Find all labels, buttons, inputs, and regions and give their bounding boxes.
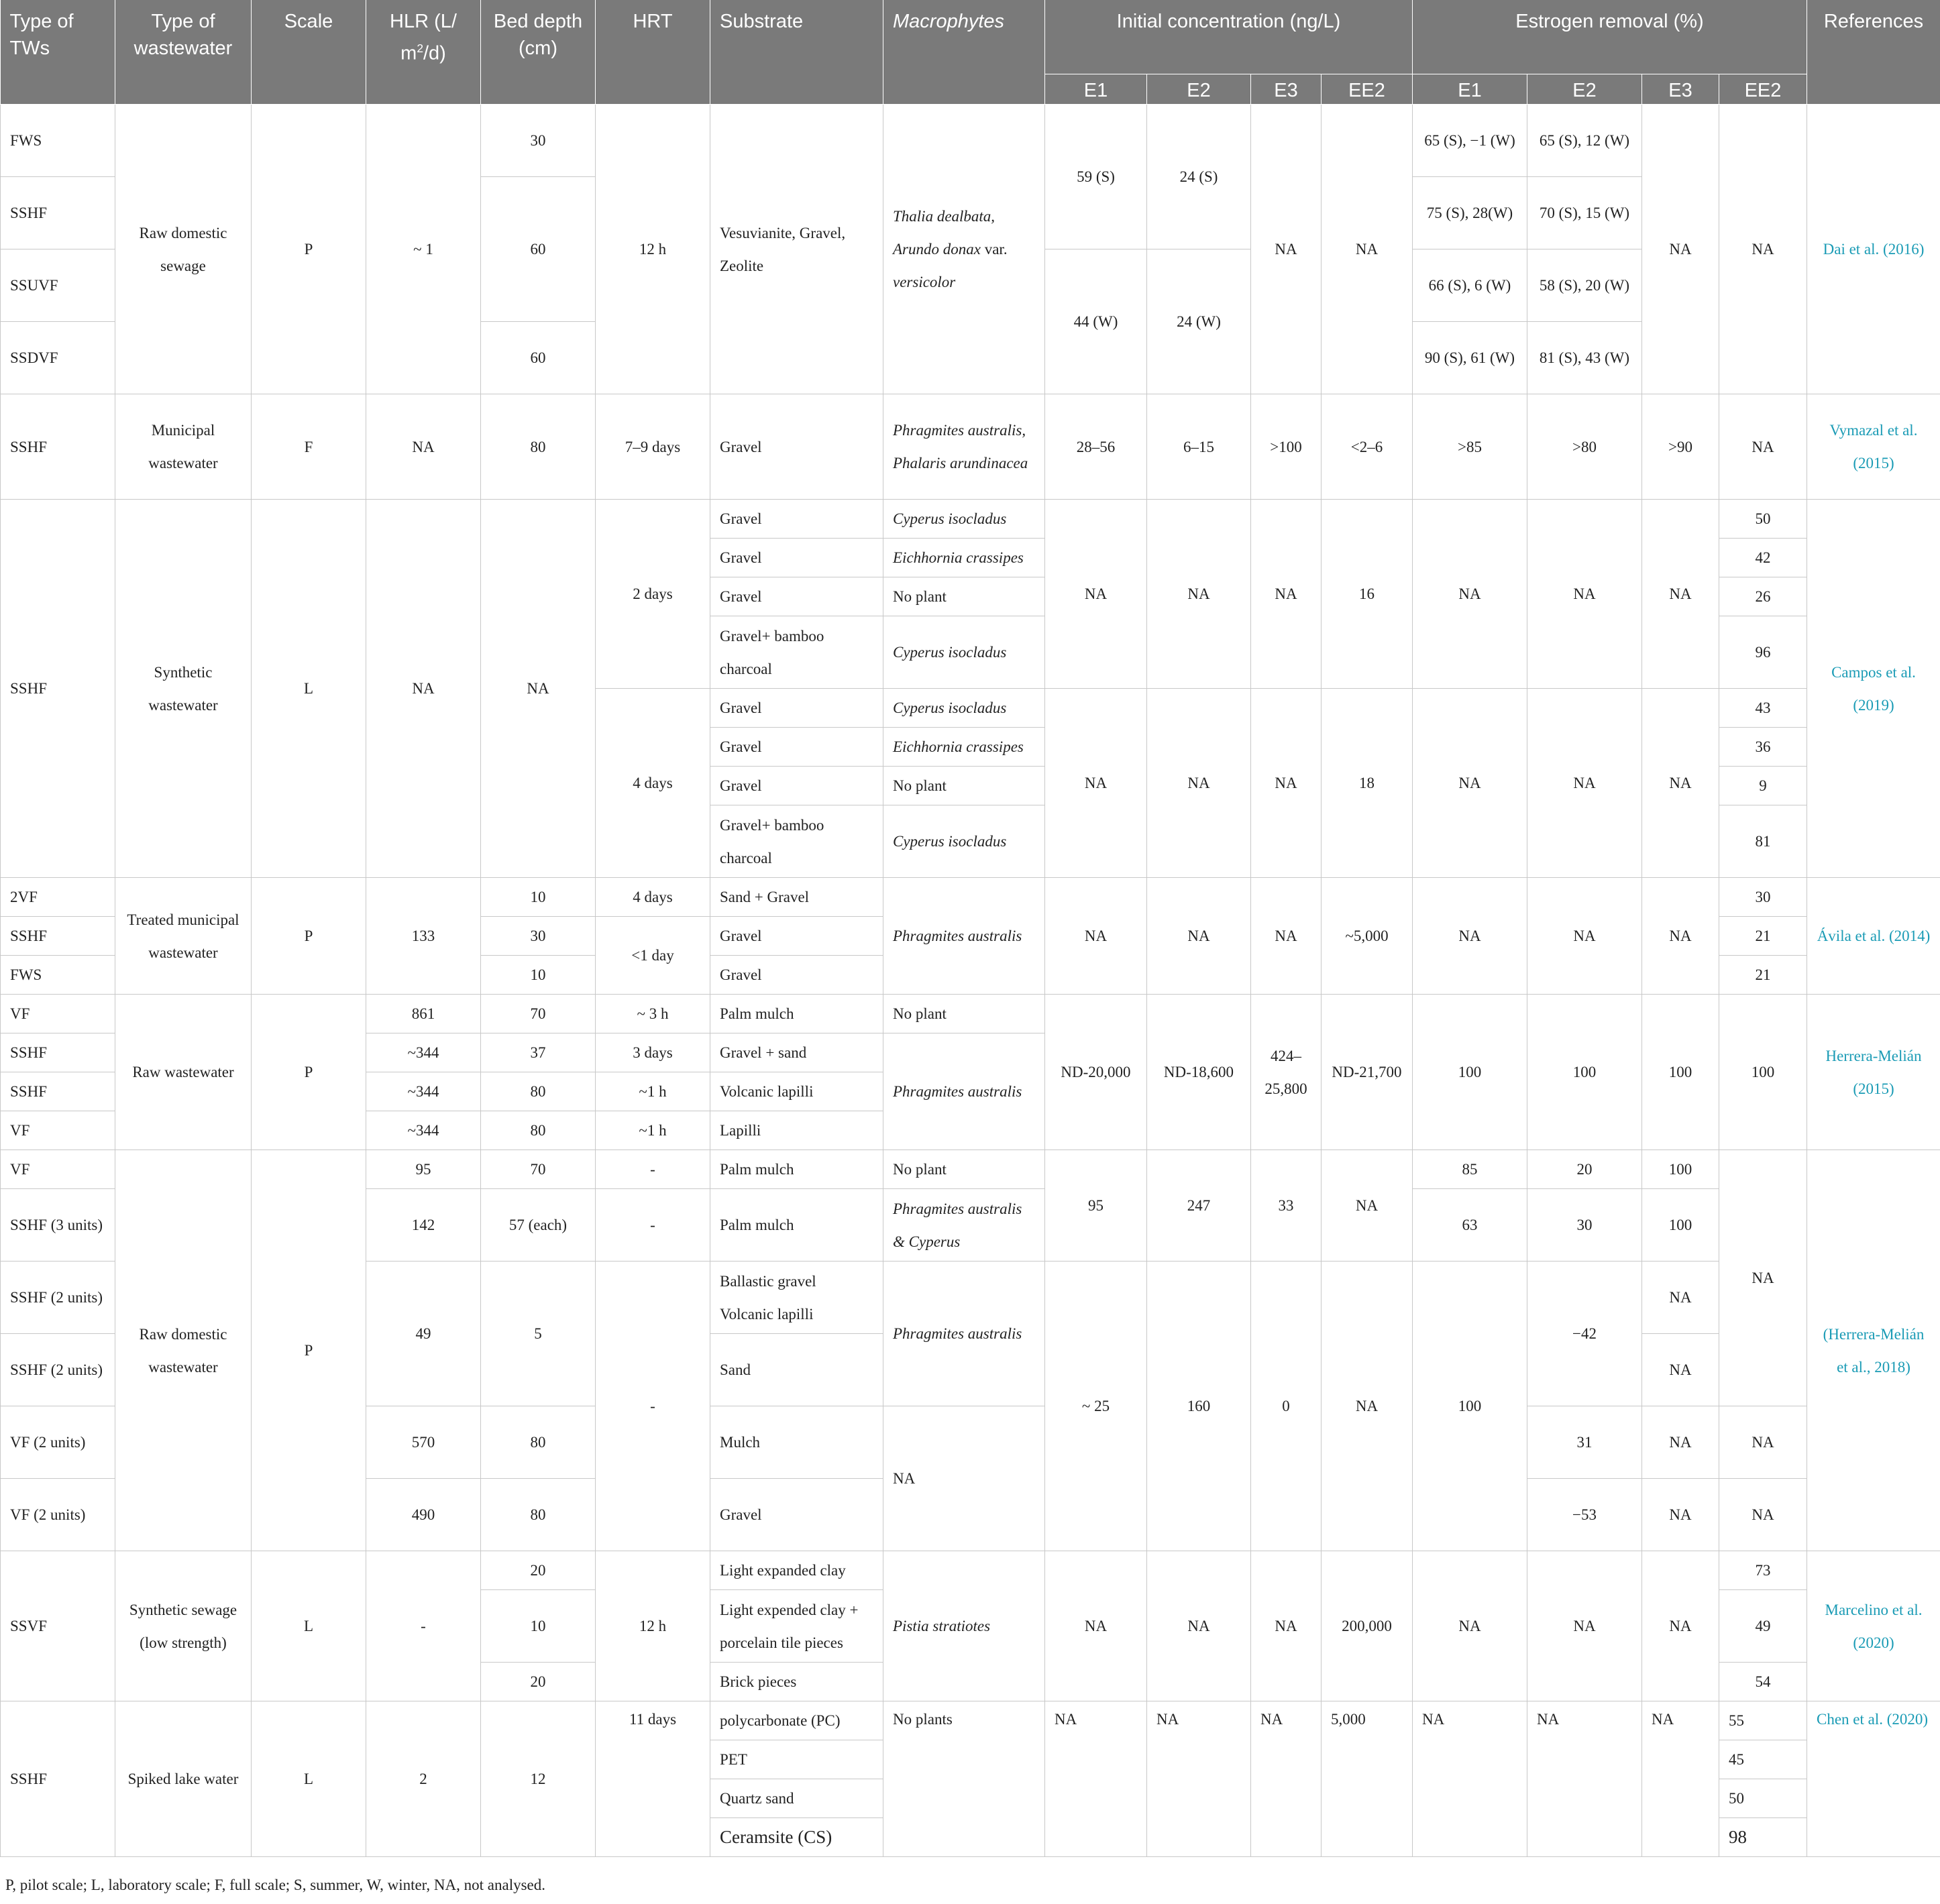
substrate: Gravel — [710, 917, 883, 956]
removal-e2: 58 (S), 20 (W) — [1527, 249, 1642, 322]
header-initial-concentration: Initial concentration (ng/L) — [1045, 0, 1413, 74]
hrt: 12 h — [596, 105, 710, 394]
macrophytes: No plant — [883, 767, 1045, 805]
bed-depth: 80 — [481, 1479, 596, 1551]
hrt: 2 days — [596, 500, 710, 689]
removal-e3: >90 — [1642, 394, 1719, 500]
substrate: Palm mulch — [710, 1189, 883, 1262]
wastewater-type: Raw domestic wastewater — [115, 1150, 252, 1551]
table-row — [1, 105, 1940, 177]
conc-ee2: NA — [1322, 105, 1413, 394]
hlr: - — [366, 1551, 481, 1701]
hlr: 490 — [366, 1479, 481, 1551]
substrate: Gravel+ bamboo charcoal — [710, 805, 883, 878]
removal-e2: NA — [1527, 1701, 1642, 1857]
removal-ee2: 9 — [1719, 767, 1807, 805]
scale: P — [252, 878, 366, 995]
table-row — [1, 394, 1940, 500]
header-conc-ee2: EE2 — [1322, 74, 1413, 105]
tw-type: SSHF — [1, 500, 115, 878]
removal-e1: 75 (S), 28(W) — [1413, 177, 1527, 249]
conc-e2: NA — [1147, 878, 1251, 995]
hrt: - — [596, 1262, 710, 1551]
macrophytes: No plant — [883, 995, 1045, 1033]
conc-ee2: ~5,000 — [1322, 878, 1413, 995]
substrate: Gravel+ bamboo charcoal — [710, 616, 883, 689]
removal-e1: 85 — [1413, 1150, 1527, 1189]
conc-e3: >100 — [1251, 394, 1322, 500]
hlr: 142 — [366, 1189, 481, 1262]
removal-ee2: 55 — [1719, 1701, 1807, 1740]
removal-ee2: 42 — [1719, 539, 1807, 577]
header-row — [1, 0, 1940, 74]
conc-ee2: ND-21,700 — [1322, 995, 1413, 1150]
conc-e1: NA — [1045, 878, 1147, 995]
substrate: Gravel — [710, 577, 883, 616]
removal-e3: 100 — [1642, 995, 1719, 1150]
conc-e2: 6–15 — [1147, 394, 1251, 500]
wastewater-type: Raw domestic sewage — [115, 105, 252, 394]
hrt: ~1 h — [596, 1072, 710, 1111]
removal-e1: >85 — [1413, 394, 1527, 500]
macrophytes: No plants — [883, 1701, 1045, 1857]
header-type-wastewater: Type of wastewater — [115, 0, 252, 105]
removal-ee2: NA — [1719, 1479, 1807, 1551]
bed-depth: 5 — [481, 1262, 596, 1406]
removal-e1: NA — [1413, 500, 1527, 689]
conc-e2: NA — [1147, 1701, 1251, 1857]
tw-type: SSHF — [1, 177, 115, 249]
macrophytes: No plant — [883, 1150, 1045, 1189]
header-macrophytes: Macrophytes — [883, 0, 1045, 105]
removal-e2: 100 — [1527, 995, 1642, 1150]
reference-link[interactable]: Herrera-Melián (2015) — [1807, 995, 1940, 1150]
substrate: Gravel — [710, 956, 883, 995]
conc-e2: NA — [1147, 1551, 1251, 1701]
conc-e2: 24 (W) — [1147, 249, 1251, 394]
substrate: Light expended clay + porcelain tile pieces — [710, 1590, 883, 1663]
hlr: 570 — [366, 1406, 481, 1479]
removal-ee2: 45 — [1719, 1740, 1807, 1779]
substrate: Light expanded clay — [710, 1551, 883, 1590]
conc-e1: NA — [1045, 1701, 1147, 1857]
conc-e3: NA — [1251, 1701, 1322, 1857]
removal-ee2: NA — [1719, 394, 1807, 500]
header-conc-e3: E3 — [1251, 74, 1322, 105]
removal-e1: NA — [1413, 689, 1527, 878]
removal-e1: 90 (S), 61 (W) — [1413, 322, 1527, 394]
removal-ee2: 50 — [1719, 1779, 1807, 1818]
removal-ee2: 21 — [1719, 956, 1807, 995]
substrate: Mulch — [710, 1406, 883, 1479]
hlr: 2 — [366, 1701, 481, 1857]
macrophytes: Eichhornia crassipes — [883, 728, 1045, 767]
substrate: Gravel — [710, 539, 883, 577]
tw-type: SSHF (2 units) — [1, 1334, 115, 1406]
scale: L — [252, 500, 366, 878]
tw-type: SSHF — [1, 1072, 115, 1111]
bed-depth: 20 — [481, 1551, 596, 1590]
scale: L — [252, 1551, 366, 1701]
removal-e2: NA — [1527, 689, 1642, 878]
table-row — [1, 1551, 1940, 1590]
substrate: Lapilli — [710, 1111, 883, 1150]
removal-ee2: 43 — [1719, 689, 1807, 728]
conc-e1: 44 (W) — [1045, 249, 1147, 394]
bed-depth: NA — [481, 500, 596, 878]
substrate: Gravel — [710, 1479, 883, 1551]
conc-e3: 424–25,800 — [1251, 995, 1322, 1150]
removal-e1: 65 (S), −1 (W) — [1413, 105, 1527, 177]
conc-e3: 0 — [1251, 1262, 1322, 1551]
header-conc-e1: E1 — [1045, 74, 1147, 105]
substrate: Gravel — [710, 689, 883, 728]
wastewater-type: Treated municipal wastewater — [115, 878, 252, 995]
removal-ee2: 98 — [1719, 1818, 1807, 1857]
hrt: 11 days — [596, 1701, 710, 1857]
bed-depth: 70 — [481, 995, 596, 1033]
removal-e3: NA — [1642, 1479, 1719, 1551]
hlr: 49 — [366, 1262, 481, 1406]
macrophytes: Phragmites australis, Phalaris arundinacea — [883, 394, 1045, 500]
conc-e2: ND-18,600 — [1147, 995, 1251, 1150]
substrate: Vesuvianite, Gravel, Zeolite — [710, 105, 883, 394]
removal-ee2: 49 — [1719, 1590, 1807, 1663]
wastewater-type: Spiked lake water — [115, 1701, 252, 1857]
reference-link[interactable]: Campos et al. (2019) — [1807, 500, 1940, 878]
removal-e3: NA — [1642, 1551, 1719, 1701]
removal-e2: 70 (S), 15 (W) — [1527, 177, 1642, 249]
substrate: Gravel — [710, 767, 883, 805]
hrt: 7–9 days — [596, 394, 710, 500]
macrophytes: Phragmites australis & Cyperus — [883, 1189, 1045, 1262]
header-estrogen-removal: Estrogen removal (%) — [1413, 0, 1807, 74]
removal-e2: 30 — [1527, 1189, 1642, 1262]
tw-type: SSHF (3 units) — [1, 1189, 115, 1262]
header-scale: Scale — [252, 0, 366, 105]
tw-type: VF — [1, 1111, 115, 1150]
removal-e1: NA — [1413, 1701, 1527, 1857]
macrophytes: Cyperus isocladus — [883, 689, 1045, 728]
conc-e3: NA — [1251, 878, 1322, 995]
conc-e1: NA — [1045, 1551, 1147, 1701]
substrate: Volcanic lapilli — [710, 1072, 883, 1111]
tw-type: SSUVF — [1, 249, 115, 322]
removal-ee2: 100 — [1719, 995, 1807, 1150]
removal-e3: NA — [1642, 1406, 1719, 1479]
conc-e3: NA — [1251, 1551, 1322, 1701]
substrate: PET — [710, 1740, 883, 1779]
scale: P — [252, 995, 366, 1150]
tw-type: VF (2 units) — [1, 1479, 115, 1551]
removal-e3: NA — [1642, 878, 1719, 995]
conc-ee2: 18 — [1322, 689, 1413, 878]
wastewater-type: Synthetic sewage (low strength) — [115, 1551, 252, 1701]
hrt: 4 days — [596, 878, 710, 917]
substrate: Gravel — [710, 500, 883, 539]
removal-e1: 100 — [1413, 1262, 1527, 1551]
removal-e2: 65 (S), 12 (W) — [1527, 105, 1642, 177]
tw-type: VF — [1, 995, 115, 1033]
header-bed-depth: Bed depth (cm) — [481, 0, 596, 105]
macrophytes: Cyperus isocladus — [883, 805, 1045, 878]
wastewater-type: Synthetic wastewater — [115, 500, 252, 878]
conc-e1: 95 — [1045, 1150, 1147, 1262]
substrate: Ceramsite (CS) — [710, 1818, 883, 1857]
reference-link[interactable]: Chen et al. (2020) — [1807, 1701, 1940, 1857]
removal-e3: NA — [1642, 1334, 1719, 1406]
table-row — [1, 878, 1940, 917]
hrt: 3 days — [596, 1033, 710, 1072]
removal-e3: NA — [1642, 1701, 1719, 1857]
conc-e1: 28–56 — [1045, 394, 1147, 500]
header-rem-e1: E1 — [1413, 74, 1527, 105]
header-rem-ee2: EE2 — [1719, 74, 1807, 105]
header-conc-e2: E2 — [1147, 74, 1251, 105]
table-row — [1, 995, 1940, 1033]
bed-depth: 70 — [481, 1150, 596, 1189]
macrophytes: Phragmites australis — [883, 878, 1045, 995]
removal-e3: 100 — [1642, 1150, 1719, 1189]
reference-link[interactable]: Vymazal et al. (2015) — [1807, 394, 1940, 500]
conc-e2: 24 (S) — [1147, 105, 1251, 249]
removal-e3: NA — [1642, 500, 1719, 689]
header-hrt: HRT — [596, 0, 710, 105]
hlr: ~344 — [366, 1111, 481, 1150]
wastewater-type: Municipal wastewater — [115, 394, 252, 500]
removal-ee2: 81 — [1719, 805, 1807, 878]
substrate: Palm mulch — [710, 995, 883, 1033]
header-substrate: Substrate — [710, 0, 883, 105]
removal-e2: 20 — [1527, 1150, 1642, 1189]
reference-link[interactable]: Marcelino et al. (2020) — [1807, 1551, 1940, 1701]
macrophytes: Eichhornia crassipes — [883, 539, 1045, 577]
header-type-tws: Type of TWs — [1, 0, 115, 105]
removal-ee2: 26 — [1719, 577, 1807, 616]
removal-e1: NA — [1413, 878, 1527, 995]
header-rem-e2: E2 — [1527, 74, 1642, 105]
hlr: ~ 1 — [366, 105, 481, 394]
removal-ee2: 73 — [1719, 1551, 1807, 1590]
hlr: 861 — [366, 995, 481, 1033]
wastewater-type: Raw wastewater — [115, 995, 252, 1150]
bed-depth: 30 — [481, 917, 596, 956]
tw-type: FWS — [1, 105, 115, 177]
conc-ee2: 16 — [1322, 500, 1413, 689]
tw-type: SSDVF — [1, 322, 115, 394]
hlr: 133 — [366, 878, 481, 995]
hrt: - — [596, 1150, 710, 1189]
removal-ee2: 36 — [1719, 728, 1807, 767]
substrate: Gravel — [710, 394, 883, 500]
hlr: ~344 — [366, 1072, 481, 1111]
conc-e1: ND-20,000 — [1045, 995, 1147, 1150]
header-rem-e3: E3 — [1642, 74, 1719, 105]
macrophytes: Cyperus isocladus — [883, 616, 1045, 689]
bed-depth: 12 — [481, 1701, 596, 1857]
substrate: Palm mulch — [710, 1150, 883, 1189]
reference-link[interactable]: (Herrera-Melián et al., 2018) — [1807, 1150, 1940, 1551]
table-footnote: P, pilot scale; L, laboratory scale; F, full scale; S, summer, W, winter, NA, not analysed. — [5, 1877, 545, 1893]
macrophytes: No plant — [883, 577, 1045, 616]
hrt: ~1 h — [596, 1111, 710, 1150]
conc-e2: 160 — [1147, 1262, 1251, 1551]
removal-e2: −42 — [1527, 1262, 1642, 1406]
removal-ee2: 50 — [1719, 500, 1807, 539]
removal-e1: NA — [1413, 1551, 1527, 1701]
conc-e1: NA — [1045, 689, 1147, 878]
conc-e3: NA — [1251, 689, 1322, 878]
removal-ee2: 30 — [1719, 878, 1807, 917]
header-hlr: HLR (L/ $m^2/d$) — [366, 0, 481, 105]
removal-ee2: 21 — [1719, 917, 1807, 956]
reference-link[interactable]: Ávila et al. (2014) — [1807, 878, 1940, 995]
hlr: NA — [366, 394, 481, 500]
removal-e3: NA — [1642, 689, 1719, 878]
bed-depth: 80 — [481, 1072, 596, 1111]
removal-e3: NA — [1642, 105, 1719, 394]
conc-ee2: NA — [1322, 1262, 1413, 1551]
hlr: ~344 — [366, 1033, 481, 1072]
hrt: 4 days — [596, 689, 710, 878]
tw-type: SSHF — [1, 1701, 115, 1857]
tw-type: SSHF — [1, 917, 115, 956]
substrate: Sand — [710, 1334, 883, 1406]
removal-e1: 63 — [1413, 1189, 1527, 1262]
removal-e2: 31 — [1527, 1406, 1642, 1479]
conc-e2: 247 — [1147, 1150, 1251, 1262]
hlr: NA — [366, 500, 481, 878]
header-references: References — [1807, 0, 1940, 105]
conc-e1: 59 (S) — [1045, 105, 1147, 249]
tw-type: VF — [1, 1150, 115, 1189]
bed-depth: 10 — [481, 1590, 596, 1663]
conc-e2: NA — [1147, 500, 1251, 689]
removal-e2: NA — [1527, 1551, 1642, 1701]
bed-depth: 10 — [481, 878, 596, 917]
conc-e3: NA — [1251, 105, 1322, 394]
bed-depth: 20 — [481, 1663, 596, 1701]
bed-depth: 80 — [481, 394, 596, 500]
conc-e3: NA — [1251, 500, 1322, 689]
tw-type: VF (2 units) — [1, 1406, 115, 1479]
table-row — [1, 500, 1940, 539]
bed-depth: 80 — [481, 1111, 596, 1150]
tw-type: SSHF — [1, 394, 115, 500]
hrt: 12 h — [596, 1551, 710, 1701]
removal-e2: −53 — [1527, 1479, 1642, 1551]
removal-e1: 100 — [1413, 995, 1527, 1150]
removal-ee2: 54 — [1719, 1663, 1807, 1701]
conc-ee2: <2–6 — [1322, 394, 1413, 500]
removal-ee2: NA — [1719, 1406, 1807, 1479]
substrate: Sand + Gravel — [710, 878, 883, 917]
substrate: Gravel — [710, 728, 883, 767]
removal-e2: NA — [1527, 500, 1642, 689]
conc-e3: 33 — [1251, 1150, 1322, 1262]
removal-e2: 81 (S), 43 (W) — [1527, 322, 1642, 394]
substrate: Ballastic gravel Volcanic lapilli — [710, 1262, 883, 1334]
conc-ee2: 200,000 — [1322, 1551, 1413, 1701]
removal-ee2: NA — [1719, 1150, 1807, 1406]
conc-ee2: 5,000 — [1322, 1701, 1413, 1857]
tw-type: SSVF — [1, 1551, 115, 1701]
removal-e2: >80 — [1527, 394, 1642, 500]
conc-e2: NA — [1147, 689, 1251, 878]
scale: F — [252, 394, 366, 500]
tw-type: SSHF (2 units) — [1, 1262, 115, 1334]
hlr: 95 — [366, 1150, 481, 1189]
tw-type: FWS — [1, 956, 115, 995]
removal-e1: 66 (S), 6 (W) — [1413, 249, 1527, 322]
hrt: - — [596, 1189, 710, 1262]
macrophytes: Thalia dealbata, Arundo donax var. versicolor — [883, 105, 1045, 394]
bed-depth: 57 (each) — [481, 1189, 596, 1262]
tw-type: 2VF — [1, 878, 115, 917]
conc-ee2: NA — [1322, 1150, 1413, 1262]
macrophytes: Cyperus isocladus — [883, 500, 1045, 539]
removal-e2: NA — [1527, 878, 1642, 995]
bed-depth: 80 — [481, 1406, 596, 1479]
bed-depth: 30 — [481, 105, 596, 177]
substrate: Gravel + sand — [710, 1033, 883, 1072]
conc-e1: NA — [1045, 500, 1147, 689]
hrt: ~ 3 h — [596, 995, 710, 1033]
macrophytes: Phragmites australis — [883, 1262, 1045, 1406]
bed-depth: 60 — [481, 177, 596, 322]
bed-depth: 37 — [481, 1033, 596, 1072]
substrate: Brick pieces — [710, 1663, 883, 1701]
macrophytes: NA — [883, 1406, 1045, 1551]
substrate: polycarbonate (PC) — [710, 1701, 883, 1740]
removal-e3: NA — [1642, 1262, 1719, 1334]
substrate: Quartz sand — [710, 1779, 883, 1818]
table-row — [1, 1150, 1940, 1189]
hrt: <1 day — [596, 917, 710, 995]
scale: L — [252, 1701, 366, 1857]
macrophytes: Pistia stratiotes — [883, 1551, 1045, 1701]
scale: P — [252, 1150, 366, 1551]
bed-depth: 10 — [481, 956, 596, 995]
bed-depth: 60 — [481, 322, 596, 394]
removal-e3: 100 — [1642, 1189, 1719, 1262]
macrophytes: Phragmites australis — [883, 1033, 1045, 1150]
removal-ee2: 96 — [1719, 616, 1807, 689]
table-row — [1, 1701, 1940, 1740]
removal-ee2: NA — [1719, 105, 1807, 394]
scale: P — [252, 105, 366, 394]
tw-type: SSHF — [1, 1033, 115, 1072]
conc-e1: ~ 25 — [1045, 1262, 1147, 1551]
reference-link[interactable]: Dai et al. (2016) — [1807, 105, 1940, 394]
